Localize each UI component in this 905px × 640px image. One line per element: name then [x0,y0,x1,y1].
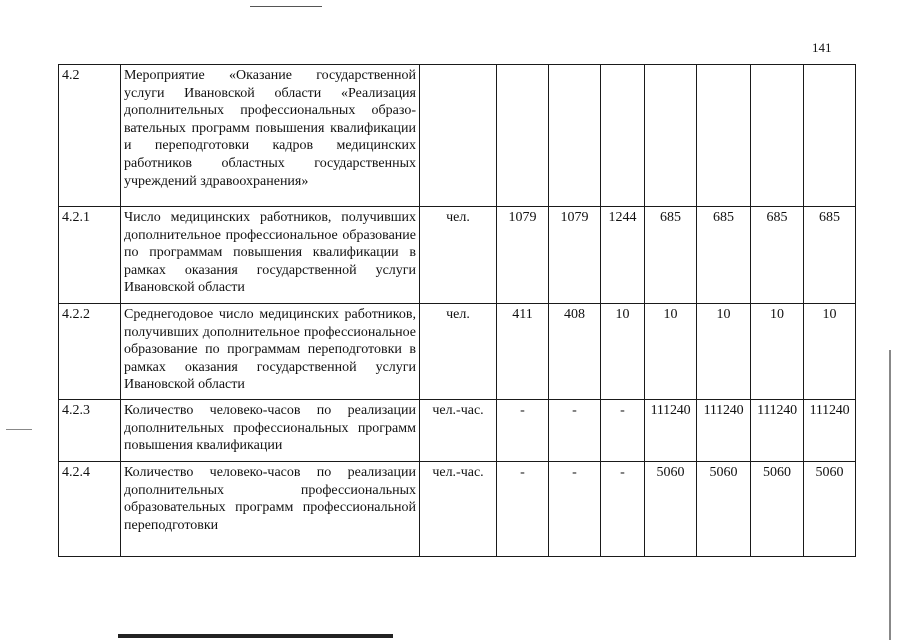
value-cell: - [497,462,549,557]
value-cell: - [549,400,601,462]
row-description: Среднегодовое число медицинских работников, получивших дополнительное профессиональное образование по программам переподготовки в рамках оказания государственной услуги Ивановской области [121,304,420,400]
value-cell: 10 [645,304,697,400]
table-row [59,304,856,400]
value-cell: 685 [645,207,697,304]
value-cell: 685 [751,207,804,304]
value-cell: 5060 [645,462,697,557]
left-margin-mark [6,429,32,430]
value-cell [497,65,549,207]
value-cell: 1079 [549,207,601,304]
value-cell [751,65,804,207]
value-cell: 111240 [751,400,804,462]
value-cell: 111240 [697,400,751,462]
value-cell [549,65,601,207]
row-unit: чел. [420,304,497,400]
row-unit: чел.-час. [420,400,497,462]
table-row [59,207,856,304]
row-description: Количество человеко-часов по реализации дополнительных профессиональных программ повышения квалификации [121,400,420,462]
row-number: 4.2 [59,65,121,207]
value-cell [601,65,645,207]
row-unit: чел. [420,207,497,304]
row-description: Мероприятие «Оказание государственной услуги Ивановской области «Реализация дополнительных профессиональных образовательных программ повышения квалификации и переподготовки кадров медицинских работников областных государственных учреждений здравоохранения» [121,65,420,207]
table-row [59,65,856,207]
value-cell [645,65,697,207]
value-cell: 5060 [751,462,804,557]
value-cell: 10 [601,304,645,400]
value-cell: - [549,462,601,557]
row-unit: чел.-час. [420,462,497,557]
value-cell [804,65,856,207]
table-row [59,400,856,462]
value-cell: 1244 [601,207,645,304]
row-description: Число медицинских работников, получивших дополнительное профессиональное образование по программам повышения квалификации в рамках оказания государственной услуги Ивановской области [121,207,420,304]
value-cell: 111240 [645,400,697,462]
value-cell: 111240 [804,400,856,462]
bottom-rule [118,634,393,638]
value-cell: 10 [751,304,804,400]
row-unit [420,65,497,207]
indicators-table [58,64,856,557]
value-cell: - [601,462,645,557]
scan-edge-line [889,350,891,640]
top-rule [250,6,322,7]
value-cell [697,65,751,207]
value-cell: 685 [697,207,751,304]
row-number: 4.2.3 [59,400,121,462]
row-number: 4.2.1 [59,207,121,304]
page-number: 141 [812,40,832,55]
value-cell: 408 [549,304,601,400]
value-cell: 5060 [804,462,856,557]
value-cell: 685 [804,207,856,304]
value-cell: - [601,400,645,462]
value-cell: - [497,400,549,462]
row-number: 4.2.2 [59,304,121,400]
value-cell: 411 [497,304,549,400]
row-description: Количество человеко-часов по реализации дополнительных профессиональных образовательных программ профессиональной переподготовки [121,462,420,557]
value-cell: 10 [804,304,856,400]
row-number: 4.2.4 [59,462,121,557]
value-cell: 10 [697,304,751,400]
value-cell: 5060 [697,462,751,557]
table-row [59,462,856,557]
value-cell: 1079 [497,207,549,304]
